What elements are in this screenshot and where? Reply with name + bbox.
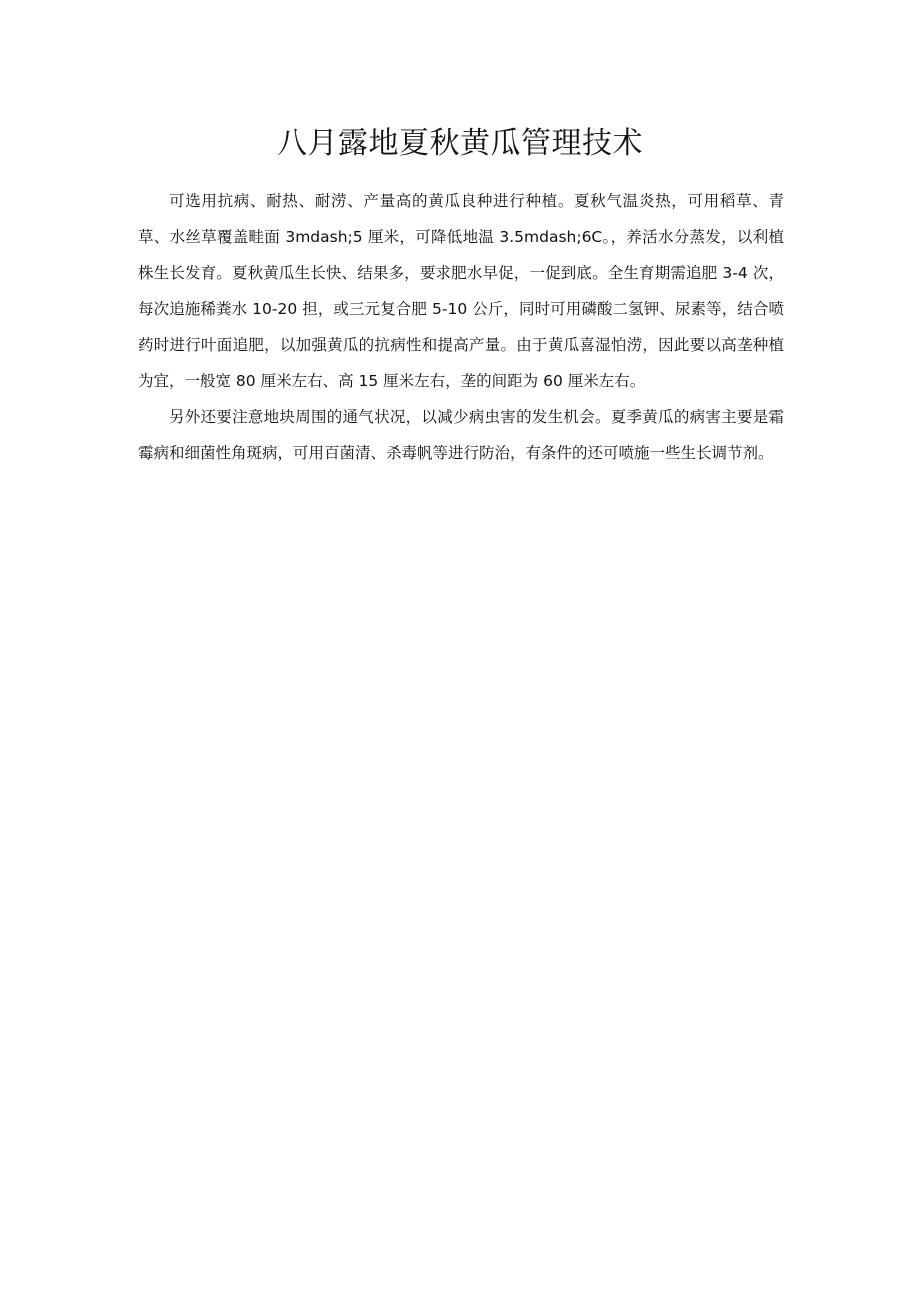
paragraph-2: 另外还要注意地块周围的通气状况，以减少病虫害的发生机会。夏季黄瓜的病害主要是霜霉病和细菌性角斑病，可用百菌清、杀毒帆等进行防治，有条件的还可喷施一些生长调节剂。: [138, 408, 784, 462]
paragraph-1: 可选用抗病、耐热、耐涝、产量高的黄瓜良种进行种植。夏秋气温炎热，可用稻草、青草、水丝草覆盖畦面 3mdash;5 厘米，可降低地温 3.5mdash;6C。，养活水分蒸发，以利植株生长发育。夏秋黄瓜生长快、结果多，要求肥水早促，一促到底。全生育期需追肥 3-4 次，每次追施稀粪水 10-20 担，或三元复合肥 5-10 公斤，同时可用磷酸二氢钾、尿素等，结合喷药时进行叶面追肥，以加强黄瓜的抗病性和提高产量。由于黄瓜喜湿怕涝，因此要以高垄种植为宜，一般宽 80 厘米左右、高 15 厘米左右，垄的间距为 60 厘米左右。: [138, 192, 784, 390]
document-body: [138, 183, 784, 471]
document-title: 八月露地夏秋黄瓜管理技术: [277, 126, 643, 161]
